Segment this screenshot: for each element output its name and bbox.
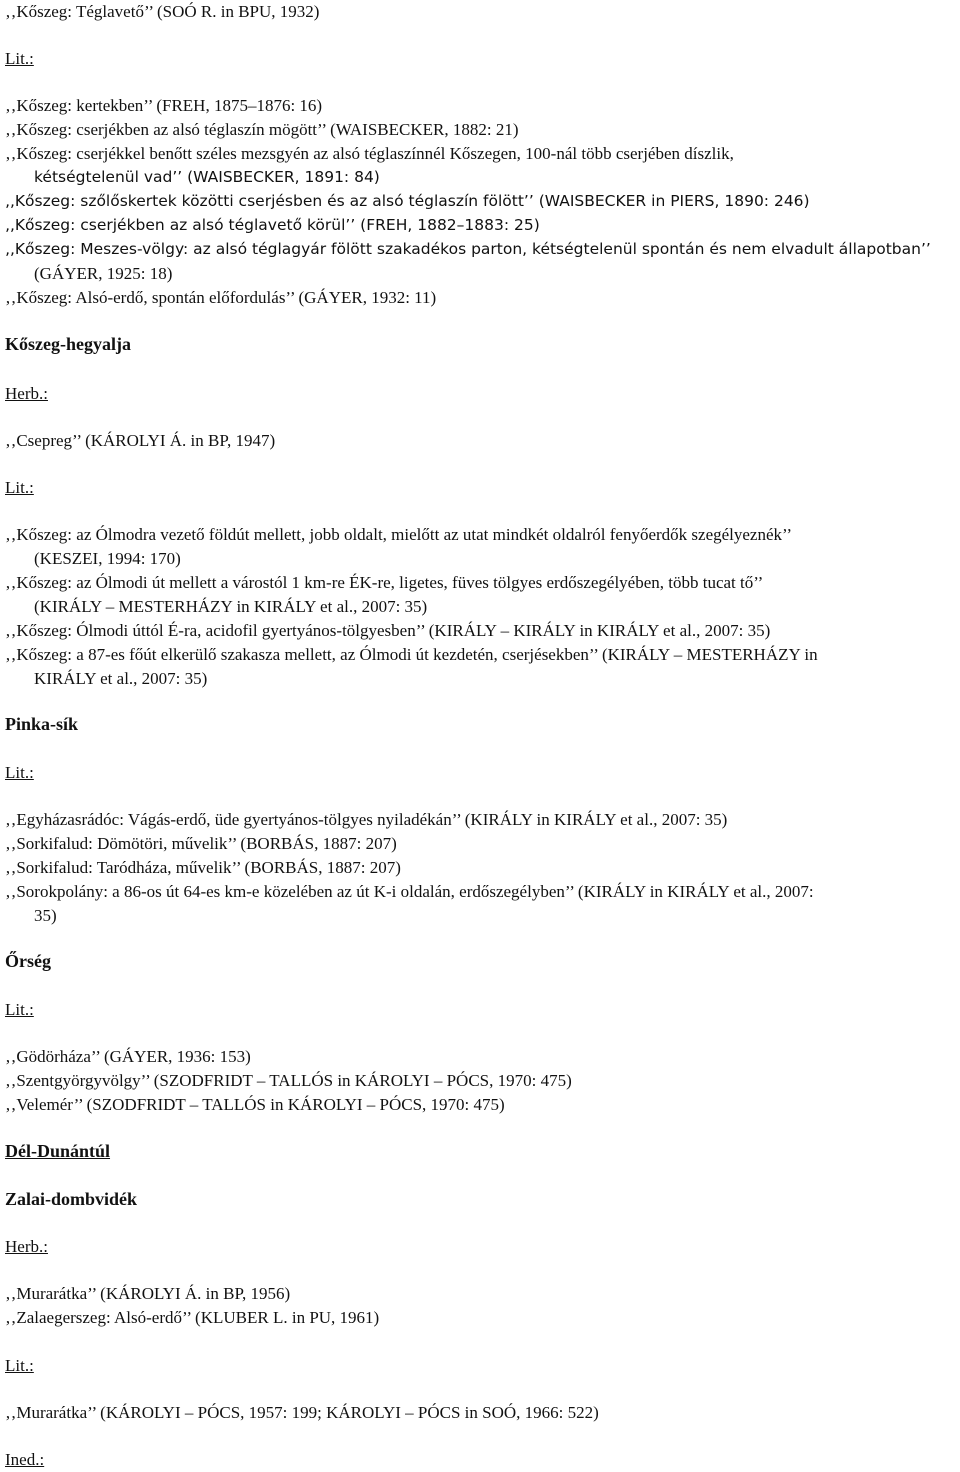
entry-koszeg-mezsgyen-cont: kétségtelenül vad’’ (WAISBECKER, 1891: 84)	[34, 168, 380, 186]
entry-koszeg-olmodra: ‚‚Kőszeg: az Ólmodra vezető földút mellett, jobb oldalt, mielőtt az utat mindkét oldalról fenyőerdők szegélyeznék’’	[5, 525, 793, 544]
lit-label: Lit.:	[5, 49, 34, 68]
lit-label: Lit.:	[5, 1356, 34, 1375]
entry-godorhaza: ‚‚Gödörháza’’ (GÁYER, 1936: 153)	[5, 1047, 251, 1066]
entry-koszeg-meszes-volgy-cont: (GÁYER, 1925: 18)	[34, 264, 173, 283]
entry-koszeg-olmodi-uttol: ‚‚Kőszeg: Ólmodi úttól É-ra, acidofil gyertyános-tölgyesben’’ (KIRÁLY – KIRÁLY in KIRÁLY et al., 2007: 35)	[5, 621, 771, 640]
entry-muraratka-lit: ‚‚Murarátka’’ (KÁROLYI – PÓCS, 1957: 199; KÁROLYI – PÓCS in SOÓ, 1966: 522)	[5, 1403, 599, 1422]
entry-koszeg-kertekben: ‚‚Kőszeg: kertekben’’ (FREH, 1875–1876: 16)	[5, 96, 323, 115]
heading-pinka-sik: Pinka-sík	[5, 714, 79, 734]
entry-sorokpolany: ‚‚Sorokpolány: a 86-os út 64-es km-e közelében az út K-i oldalán, erdőszegélyben’’ (KIRÁLY in KIRÁLY et al., 2007:	[5, 882, 814, 901]
entry-koszeg-teglaveto: ‚‚Kőszeg: Téglavető’’ (SOÓ R. in BPU, 1932)	[5, 2, 320, 21]
entry-csepreg: ‚‚Csepreg’’ (KÁROLYI Á. in BP, 1947)	[5, 431, 276, 450]
herb-label: Herb.:	[5, 384, 48, 403]
entry-velemer: ‚‚Velemér’’ (SZODFRIDT – TALLÓS in KÁROLYI – PÓCS, 1970: 475)	[5, 1095, 505, 1114]
entry-sorkifalud-tarodhaza: ‚‚Sorkifalud: Taródháza, művelik’’ (BORBÁS, 1887: 207)	[5, 858, 401, 877]
entry-szentgyorgyvolgy: ‚‚Szentgyörgyvölgy’’ (SZODFRIDT – TALLÓS in KÁROLYI – PÓCS, 1970: 475)	[5, 1071, 572, 1090]
entry-koszeg-87-es: ‚‚Kőszeg: a 87-es főút elkerülő szakasza mellett, az Ólmodi út kezdetén, cserjésekben’’ (KIRÁLY – MESTERHÁZY in	[5, 645, 818, 664]
entry-sorkifalud-domotori: ‚‚Sorkifalud: Dömötöri, művelik’’ (BORBÁS, 1887: 207)	[5, 834, 397, 853]
entry-koszeg-meszes-volgy: ‚‚Kőszeg: Meszes-völgy: az alsó téglagyár fölött szakadékos parton, kétségtelenül spontán és nem elvadult állapotban’’	[5, 240, 931, 258]
entry-koszeg-olmodi-ut: ‚‚Kőszeg: az Ólmodi út mellett a várostól 1 km-re ÉK-re, ligetes, füves tölgyes erdőszegélyében, több tucat tő’’	[5, 573, 764, 592]
entry-koszeg-mezsgyen: ‚‚Kőszeg: cserjékkel benőtt széles mezsgyén az alsó téglaszínnél Kőszegen, 100-nál több cserjében díszlik,	[5, 144, 734, 163]
entry-koszeg-cserjekben-alsoteglaszin: ‚‚Kőszeg: cserjékben az alsó téglaszín mögött’’ (WAISBECKER, 1882: 21)	[5, 120, 519, 139]
lit-label: Lit.:	[5, 763, 34, 782]
entry-muraratka-herb: ‚‚Murarátka’’ (KÁROLYI Á. in BP, 1956)	[5, 1284, 291, 1303]
entry-egyhazasradoc: ‚‚Egyházasrádóc: Vágás-erdő, üde gyertyános-tölgyes nyiladékán’’ (KIRÁLY in KIRÁLY et al., 2007: 35)	[5, 810, 728, 829]
herb-label: Herb.:	[5, 1237, 48, 1256]
entry-koszeg-teglaveto-korul: ‚‚Kőszeg: cserjékben az alsó téglavető körül’’ (FREH, 1882–1883: 25)	[5, 216, 540, 234]
lit-label: Lit.:	[5, 478, 34, 497]
entry-zalaegerszeg: ‚‚Zalaegerszeg: Alsó-erdő’’ (KLUBER L. in PU, 1961)	[5, 1308, 380, 1327]
entry-koszeg-also-erdo: ‚‚Kőszeg: Alsó-erdő, spontán előfordulás’’ (GÁYER, 1932: 11)	[5, 288, 437, 307]
heading-del-dunantul: Dél-Dunántúl	[5, 1141, 111, 1161]
heading-orseg: Őrség	[5, 951, 51, 971]
entry-koszeg-87-es-cont: KIRÁLY et al., 2007: 35)	[34, 669, 208, 688]
entry-koszeg-olmodra-cont: (KESZEI, 1994: 170)	[34, 549, 181, 568]
lit-label: Lit.:	[5, 1000, 34, 1019]
entry-koszeg-szoloskertek: ‚‚Kőszeg: szőlőskertek közötti cserjésben és az alsó téglaszín fölött’’ (WAISBECKER in PIERS, 1890: 246)	[5, 192, 810, 210]
ined-label: Ined.:	[5, 1450, 45, 1469]
entry-sorokpolany-cont: 35)	[34, 906, 57, 925]
heading-koszeg-hegyalja: Kőszeg-hegyalja	[5, 334, 131, 354]
heading-zalai-dombvidek: Zalai-dombvidék	[5, 1189, 138, 1209]
entry-koszeg-olmodi-ut-cont: (KIRÁLY – MESTERHÁZY in KIRÁLY et al., 2007: 35)	[34, 597, 428, 616]
